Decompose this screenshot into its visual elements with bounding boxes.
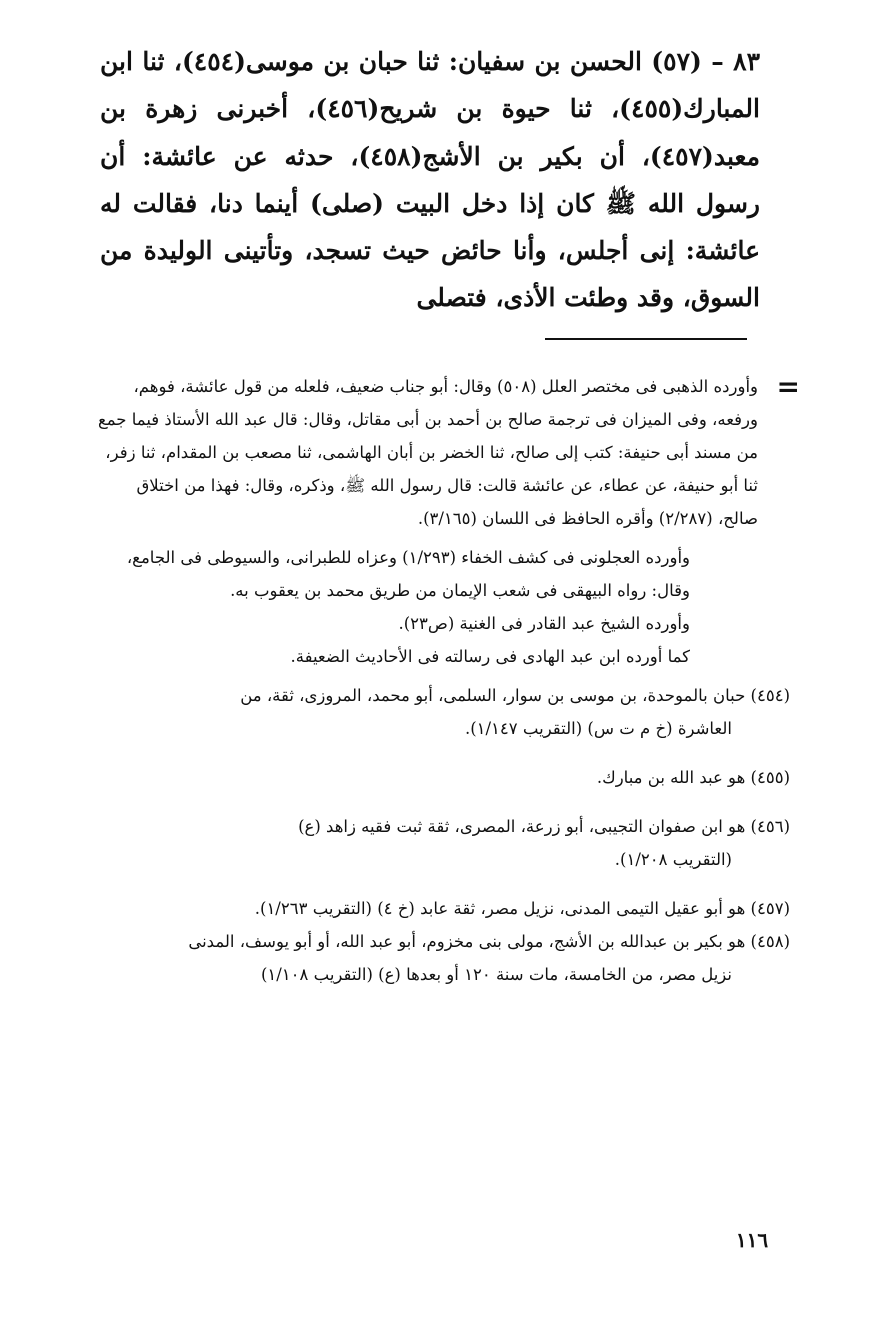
note-paragraph-1: وأورده الذهبى فى مختصر العلل (٥٠٨) وقال: أبو جناب ضعيف، فلعله من قول عائشة، فوهم، ورفعه، وفى الميزان فى ترجمة صالح بن أحمد بن أبى مقاتل، وقال: قال عبد الله الأستاذ فيما جمع من مسند أبى حنيفة: كتب إلى صالح، ثنا الخضر بن أبان الهاشمى، ثنا مصعب بن المقدام، ثنا زفر، ثنا أبو حنيفة، عن عطاء، عن عائشة قالت: قال رسول الله ﷺ، وذكره، وقال: فهذا من اختلاق صالح، (٢/٢٨٧) وأقره الحافظ فى اللسان (٣/١٦٥). <box>97 377 758 528</box>
continuation-mark: = <box>776 370 800 403</box>
footnote-456-continuation: (التقريب ١/٢٠٨). <box>614 850 732 869</box>
footnote-458-continuation: نزيل مصر، من الخامسة، مات سنة ١٢٠ أو بعدها (ع) (التقريب ١/١٠٨) <box>260 965 732 984</box>
hadith-paragraph: ٨٣ – (٥٧) الحسن بن سفيان: ثنا حبان بن موسى(٤٥٤)، ثنا ابن المبارك(٤٥٥)، ثنا حيوة بن شريح(٤٥٦)، أخبرنى زهرة بن معبد(٤٥٧)، أن بكير بن الأشج(٤٥٨)، حدثه عن عائشة: أن رسول الله ﷺ كان إذا دخل البيت (صلى) أينما دنا، فقالت له عائشة: إنى أجلس، وأنا حائض حيث تسجد، وتأتينى الوليدة من السوق، وقد وطئت الأذى، فتصلى <box>100 47 761 313</box>
note-paragraph-4: كما أورده ابن عبد الهادى فى رسالته فى الأحاديث الضعيفة. <box>290 647 690 666</box>
footnote-455-line: (٤٥٥) هو عبد الله بن مبارك. <box>596 768 790 787</box>
footnote-454-continuation: العاشرة (خ م ت س) (التقريب ١/١٤٧). <box>464 719 732 738</box>
footnote-456 <box>95 810 800 876</box>
hadith-text-block <box>100 38 760 322</box>
footnote-454 <box>95 679 800 745</box>
footnote-458-line: (٤٥٨) هو بكير بن عبدالله بن الأشج، مولى بنى مخزوم، أبو عبد الله، أو أبو يوسف، المدنى <box>188 932 790 951</box>
footnote-455 <box>95 761 800 794</box>
footnote-456-line: (٤٥٦) هو ابن صفوان التجيبى، أبو زرعة، المصرى، ثقة ثبت فقيه زاهد (ع) <box>298 817 790 836</box>
footnote-457-line: (٤٥٧) هو أبو عقيل التيمى المدنى، نزيل مصر، ثقة عابد (خ ٤) (التقريب ١/٢٦٣). <box>254 899 790 918</box>
footnote-458 <box>95 925 800 991</box>
footnote-457 <box>95 892 800 925</box>
footnote-separator-rule <box>545 338 747 340</box>
continued-note <box>95 370 800 673</box>
page-number: ١١٦ <box>735 1228 769 1252</box>
footnote-454-line: (٤٥٤) حبان بالموحدة، بن موسى بن سوار، السلمى، أبو محمد، المروزى، ثقة، من <box>240 686 790 705</box>
footnotes-block <box>95 370 800 991</box>
note-paragraph-3: وأورده الشيخ عبد القادر فى الغنية (ص٢٣). <box>398 614 690 633</box>
note-paragraph-2: وأورده العجلونى فى كشف الخفاء (١/٢٩٣) وعزاه للطبرانى، والسيوطى فى الجامع، وقال: رواه البيهقى فى شعب الإيمان من طريق محمد بن يعقوب به. <box>126 548 690 600</box>
